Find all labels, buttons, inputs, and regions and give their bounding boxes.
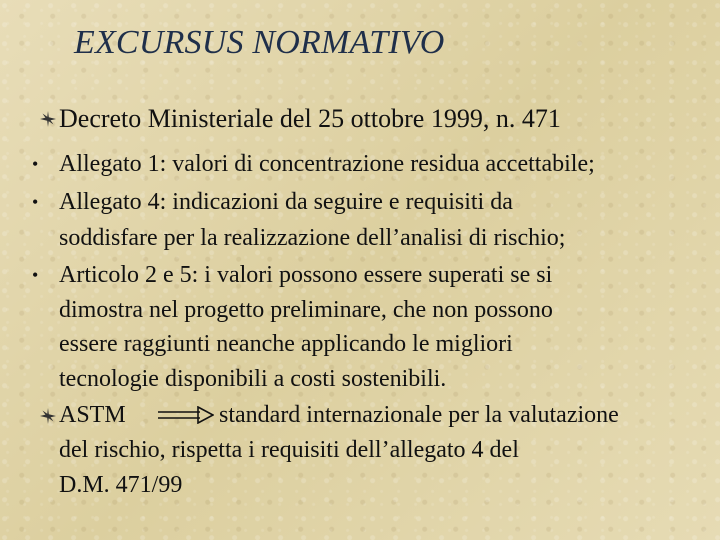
- bullet-item: Articolo 2 e 5: i valori possono essere superati se si: [59, 262, 553, 288]
- bullet-dot: •: [32, 265, 39, 285]
- bullet-dot: •: [32, 192, 39, 212]
- double-arrow-icon: [158, 406, 214, 424]
- astm-description: standard internazionale per la valutazione: [219, 402, 619, 428]
- astm-description-continuation: D.M. 471/99: [59, 472, 183, 498]
- slide-title: EXCURSUS NORMATIVO: [74, 24, 445, 61]
- decree-heading: Decreto Ministeriale del 25 ottobre 1999, n. 471: [59, 104, 561, 133]
- bullet-item: Allegato 4: indicazioni da seguire e requisiti da: [59, 189, 513, 215]
- bullet-item: Allegato 1: valori di concentrazione residua accettabile;: [59, 151, 595, 177]
- astm-description-continuation: del rischio, rispetta i requisiti dell’allegato 4 del: [59, 437, 519, 463]
- star-bullet-icon: [40, 408, 56, 424]
- star-bullet-icon: [40, 111, 56, 127]
- bullet-item-continuation: dimostra nel progetto preliminare, che non possono: [59, 297, 553, 323]
- astm-label: ASTM: [59, 402, 126, 428]
- bullet-item-continuation: essere raggiunti neanche applicando le migliori: [59, 331, 513, 357]
- bullet-item-continuation: tecnologie disponibili a costi sostenibili.: [59, 366, 447, 392]
- bullet-item-continuation: soddisfare per la realizzazione dell’analisi di rischio;: [59, 225, 566, 251]
- bullet-dot: •: [32, 154, 39, 174]
